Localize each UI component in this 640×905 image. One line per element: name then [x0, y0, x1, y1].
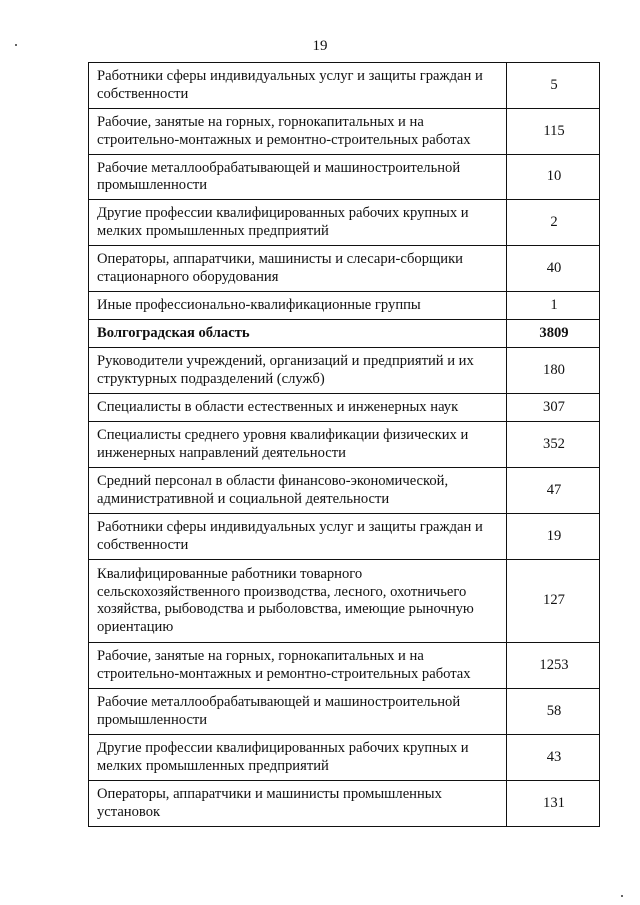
- row-value: 58: [507, 689, 600, 735]
- row-label: Квалифицированные работники товарного сельскохозяйственного производства, лесного, охотничьего хозяйства, рыбоводства и рыболовства, имеющие рыночную ориентацию: [89, 560, 507, 643]
- row-label: Иные профессионально-квалификационные группы: [89, 292, 507, 320]
- row-value: 307: [507, 394, 600, 422]
- table-body: [89, 63, 600, 827]
- table-row: [89, 468, 600, 514]
- row-label: Специалисты в области естественных и инженерных наук: [89, 394, 507, 422]
- row-value: 3809: [507, 320, 600, 348]
- table-row: [89, 422, 600, 468]
- row-value: 2: [507, 200, 600, 246]
- table-row: [89, 246, 600, 292]
- row-label: Рабочие металлообрабатывающей и машиностроительной промышленности: [89, 155, 507, 200]
- table-row: [89, 781, 600, 827]
- table-row: [89, 394, 600, 422]
- row-label: Другие профессии квалифицированных рабочих крупных и мелких промышленных предприятий: [89, 735, 507, 781]
- row-label: Работники сферы индивидуальных услуг и защиты граждан и собственности: [89, 514, 507, 560]
- row-value: 115: [507, 109, 600, 155]
- row-label: Рабочие, занятые на горных, горнокапитальных и на строительно-монтажных и ремонтно-строительных работах: [89, 109, 507, 155]
- table-row: [89, 320, 600, 348]
- row-value: 40: [507, 246, 600, 292]
- row-label: Рабочие металлообрабатывающей и машиностроительной промышленности: [89, 689, 507, 735]
- row-label: Средний персонал в области финансово-экономической, административной и социальной деятельности: [89, 468, 507, 514]
- table-row: [89, 514, 600, 560]
- table-row: [89, 292, 600, 320]
- row-value: 131: [507, 781, 600, 827]
- table-row: [89, 735, 600, 781]
- page-number: 19: [312, 38, 328, 54]
- row-label: Специалисты среднего уровня квалификации физических и инженерных направлений деятельности: [89, 422, 507, 468]
- table-row: [89, 63, 600, 109]
- table-row: [89, 348, 600, 394]
- table-row: [89, 560, 600, 643]
- table-row: [89, 643, 600, 689]
- row-label: Волгоградская область: [89, 320, 507, 348]
- row-value: 1253: [507, 643, 600, 689]
- table-row: [89, 200, 600, 246]
- row-label: Работники сферы индивидуальных услуг и защиты граждан и собственности: [89, 63, 507, 109]
- row-label: Операторы, аппаратчики, машинисты и слесари-сборщики стационарного оборудования: [89, 246, 507, 292]
- scan-speck: [621, 895, 623, 897]
- scan-speck: [15, 44, 17, 46]
- table-row: [89, 155, 600, 200]
- row-value: 352: [507, 422, 600, 468]
- row-label: Рабочие, занятые на горных, горнокапитальных и на строительно-монтажных и ремонтно-строительных работах: [89, 643, 507, 689]
- table-row: [89, 109, 600, 155]
- row-value: 1: [507, 292, 600, 320]
- row-value: 47: [507, 468, 600, 514]
- row-value: 180: [507, 348, 600, 394]
- row-value: 10: [507, 155, 600, 200]
- table-row: [89, 689, 600, 735]
- row-label: Другие профессии квалифицированных рабочих крупных и мелких промышленных предприятий: [89, 200, 507, 246]
- row-value: 43: [507, 735, 600, 781]
- row-value: 19: [507, 514, 600, 560]
- row-label: Руководители учреждений, организаций и предприятий и их структурных подразделений (служб): [89, 348, 507, 394]
- row-label: Операторы, аппаратчики и машинисты промышленных установок: [89, 781, 507, 827]
- data-table: [88, 62, 600, 827]
- row-value: 5: [507, 63, 600, 109]
- row-value: 127: [507, 560, 600, 643]
